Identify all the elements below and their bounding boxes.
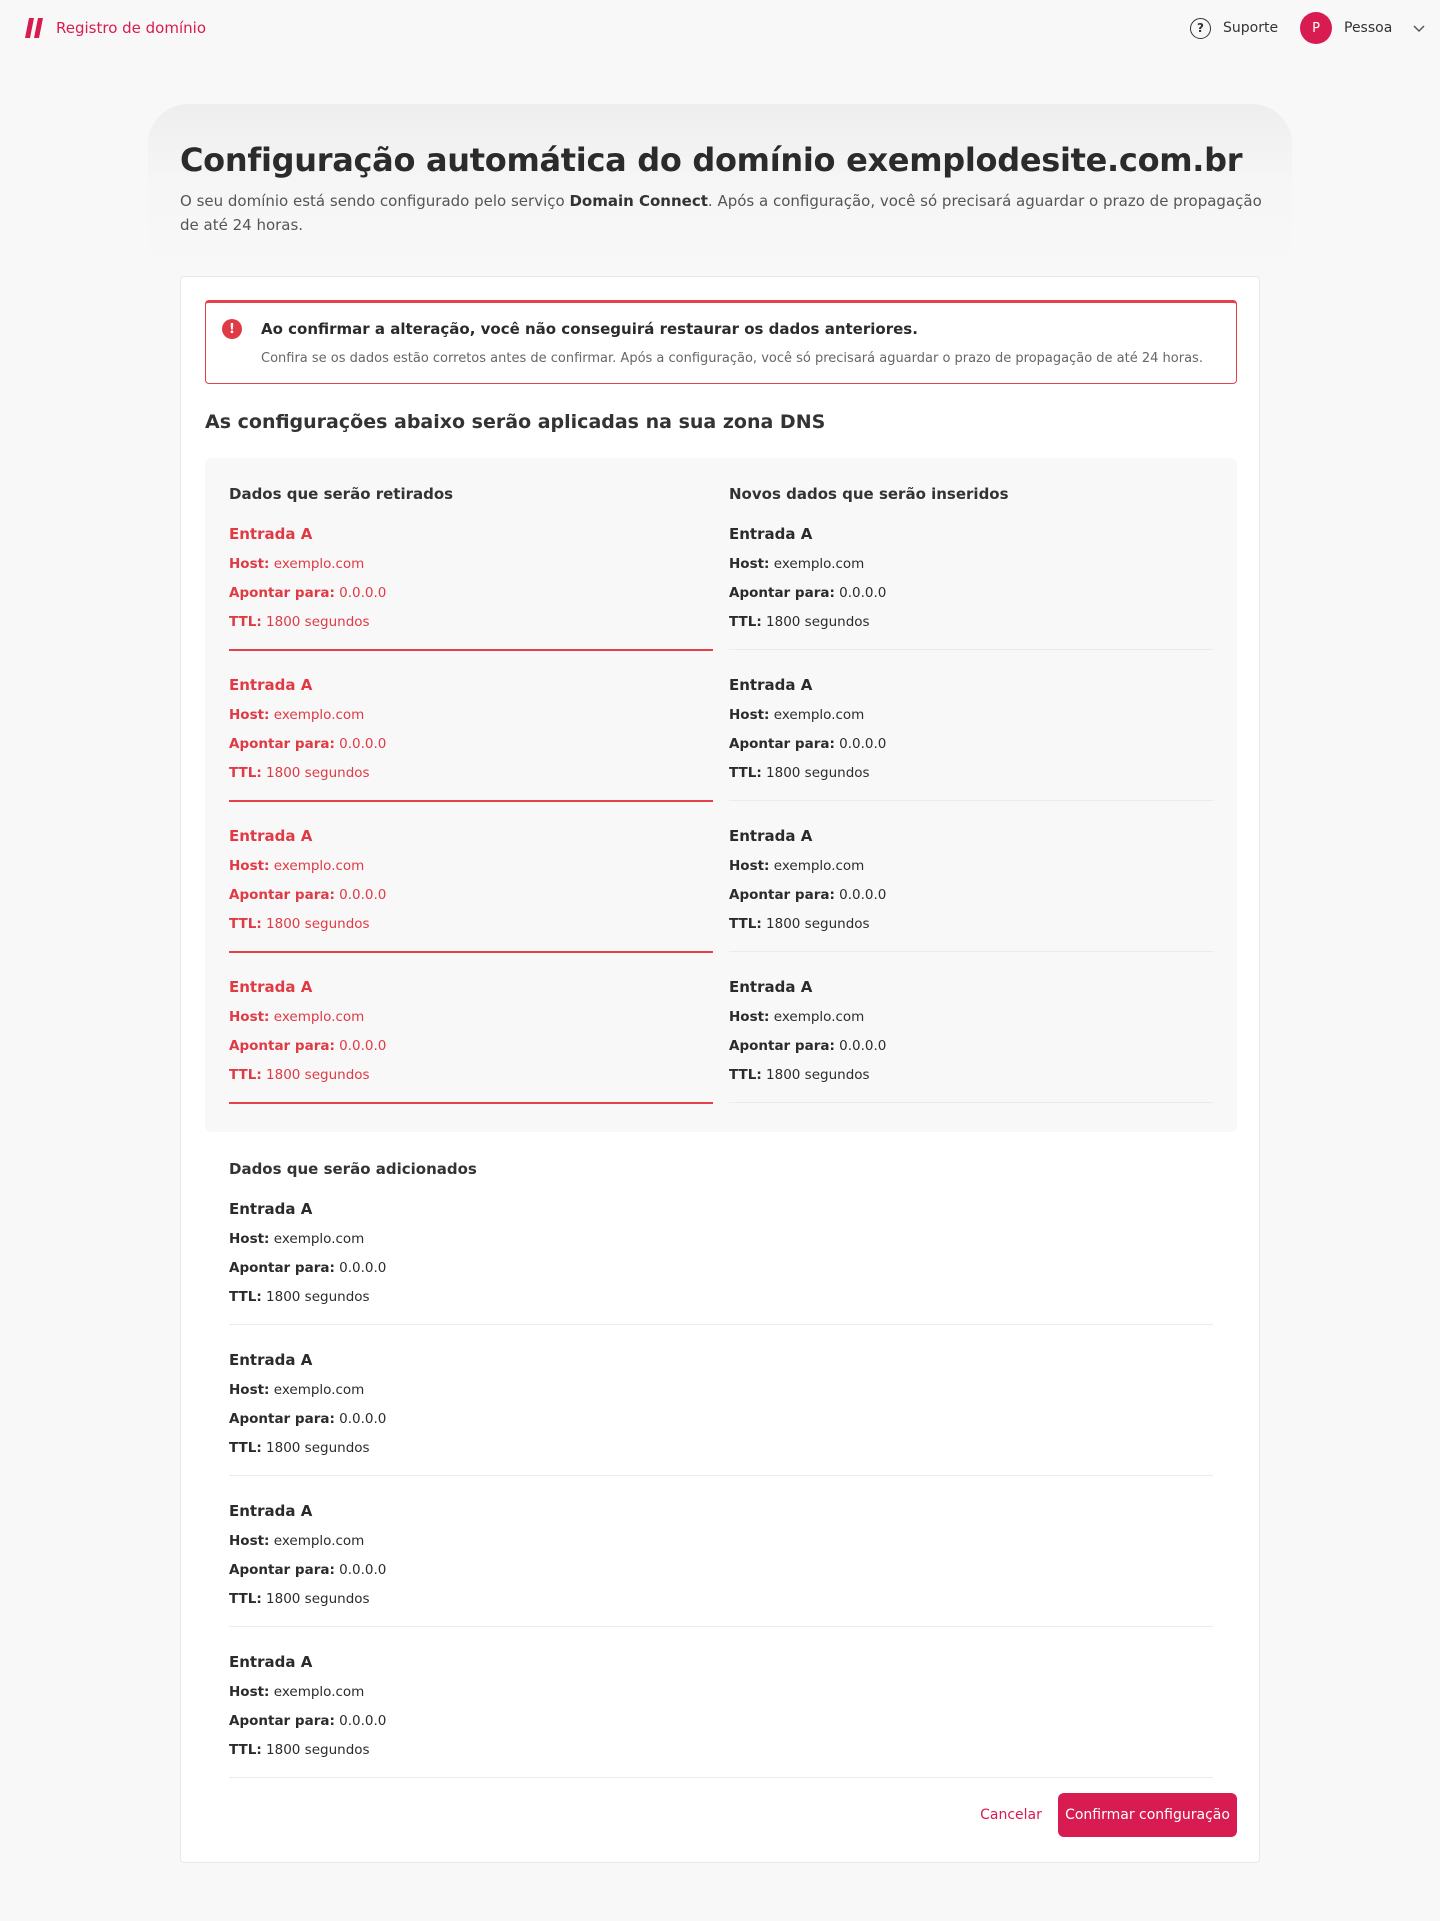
host-label: Host: xyxy=(229,858,270,874)
support-label: Suporte xyxy=(1223,20,1279,36)
entry-host xyxy=(229,858,364,874)
brand-link[interactable] xyxy=(24,16,206,40)
pointer-value: 0.0.0.0 xyxy=(839,887,887,903)
added-heading: Dados que serão adicionados xyxy=(229,1160,477,1178)
entry-ttl xyxy=(229,614,370,630)
entry-divider xyxy=(229,1626,1213,1627)
pointer-label: Apontar para: xyxy=(229,1411,335,1427)
host-label: Host: xyxy=(729,556,770,572)
ttl-value: 1800 segundos xyxy=(766,765,870,781)
dns-entry xyxy=(229,1200,1213,1351)
entry-host xyxy=(229,1231,364,1247)
dns-entry xyxy=(229,1351,1213,1502)
entry-pointer xyxy=(229,1038,386,1054)
entry-title: Entrada A xyxy=(729,978,813,996)
ttl-value: 1800 segundos xyxy=(266,916,370,932)
dns-entry xyxy=(729,676,1213,827)
user-menu[interactable] xyxy=(1300,12,1426,44)
pointer-label: Apontar para: xyxy=(229,1562,335,1578)
entry-host xyxy=(229,1533,364,1549)
host-label: Host: xyxy=(229,1009,270,1025)
inserted-entries xyxy=(729,525,1213,1129)
dns-entry xyxy=(229,1502,1213,1653)
entry-title: Entrada A xyxy=(229,1502,313,1520)
entry-title: Entrada A xyxy=(229,525,313,543)
entry-title: Entrada A xyxy=(229,978,313,996)
dns-entry xyxy=(729,827,1213,978)
pointer-value: 0.0.0.0 xyxy=(339,585,387,601)
alert-title: Ao confirmar a alteração, você não conseguirá restaurar os dados anteriores. xyxy=(261,320,918,338)
host-label: Host: xyxy=(229,707,270,723)
ttl-value: 1800 segundos xyxy=(266,1591,370,1607)
ttl-label: TTL: xyxy=(229,614,262,630)
pointer-label: Apontar para: xyxy=(229,585,335,601)
entry-ttl xyxy=(229,916,370,932)
pointer-value: 0.0.0.0 xyxy=(839,1038,887,1054)
entry-ttl xyxy=(229,1591,370,1607)
warning-alert xyxy=(205,300,1237,384)
pointer-label: Apontar para: xyxy=(229,1038,335,1054)
pointer-value: 0.0.0.0 xyxy=(339,736,387,752)
dns-comparison-panel xyxy=(205,458,1237,1132)
host-label: Host: xyxy=(729,707,770,723)
host-label: Host: xyxy=(229,1231,270,1247)
host-label: Host: xyxy=(729,858,770,874)
host-label: Host: xyxy=(229,1684,270,1700)
entry-host xyxy=(229,556,364,572)
entry-title: Entrada A xyxy=(229,1653,313,1671)
host-value: exemplo.com xyxy=(273,1533,365,1549)
entry-title: Entrada A xyxy=(229,1200,313,1218)
entry-divider xyxy=(229,1777,1213,1778)
host-value: exemplo.com xyxy=(273,556,365,572)
host-label: Host: xyxy=(229,1382,270,1398)
brand-logo-icon xyxy=(24,18,47,38)
question-circle-icon: ? xyxy=(1190,18,1211,39)
ttl-value: 1800 segundos xyxy=(266,1742,370,1758)
ttl-value: 1800 segundos xyxy=(266,765,370,781)
entry-pointer xyxy=(729,887,886,903)
entry-divider xyxy=(229,649,713,651)
entry-title: Entrada A xyxy=(729,525,813,543)
entry-divider xyxy=(229,951,713,953)
entry-ttl xyxy=(729,1067,870,1083)
host-value: exemplo.com xyxy=(273,1382,365,1398)
entry-pointer xyxy=(229,1411,386,1427)
entry-pointer xyxy=(229,887,386,903)
description-suffix: . Após a configuração, você só precisará aguardar o prazo de propagação de até 24 horas. xyxy=(180,192,1262,234)
host-value: exemplo.com xyxy=(273,858,365,874)
host-label: Host: xyxy=(729,1009,770,1025)
host-value: exemplo.com xyxy=(773,1009,865,1025)
pointer-value: 0.0.0.0 xyxy=(339,1411,387,1427)
entry-divider xyxy=(729,800,1213,801)
host-value: exemplo.com xyxy=(273,1231,365,1247)
pointer-label: Apontar para: xyxy=(729,1038,835,1054)
ttl-label: TTL: xyxy=(229,1742,262,1758)
section-title: As configurações abaixo serão aplicadas na sua zona DNS xyxy=(205,411,826,433)
host-value: exemplo.com xyxy=(273,707,365,723)
dns-entry xyxy=(229,1653,1213,1804)
pointer-label: Apontar para: xyxy=(729,736,835,752)
pointer-value: 0.0.0.0 xyxy=(339,1562,387,1578)
brand-name: Registro de domínio xyxy=(56,19,206,37)
ttl-value: 1800 segundos xyxy=(266,1289,370,1305)
ttl-label: TTL: xyxy=(729,614,762,630)
entry-pointer xyxy=(229,585,386,601)
entry-divider xyxy=(229,1324,1213,1325)
ttl-value: 1800 segundos xyxy=(766,614,870,630)
entry-title: Entrada A xyxy=(229,827,313,845)
ttl-value: 1800 segundos xyxy=(766,1067,870,1083)
entry-host xyxy=(229,1382,364,1398)
entry-pointer xyxy=(729,1038,886,1054)
confirm-configuration-button[interactable]: Confirmar configuração xyxy=(1058,1793,1237,1837)
ttl-label: TTL: xyxy=(229,1591,262,1607)
ttl-value: 1800 segundos xyxy=(266,1440,370,1456)
entry-title: Entrada A xyxy=(229,1351,313,1369)
entry-pointer xyxy=(229,1713,386,1729)
entry-ttl xyxy=(229,1289,370,1305)
entry-host xyxy=(729,858,864,874)
user-name: Pessoa xyxy=(1344,20,1393,36)
pointer-label: Apontar para: xyxy=(729,585,835,601)
page-title: Configuração automática do domínio exemplodesite.com.br xyxy=(180,141,1243,179)
ttl-label: TTL: xyxy=(729,1067,762,1083)
pointer-label: Apontar para: xyxy=(729,887,835,903)
removed-heading: Dados que serão retirados xyxy=(229,485,454,503)
avatar: P xyxy=(1300,12,1332,44)
alert-text: Confira se os dados estão corretos antes de confirmar. Após a configuração, você só precisará aguardar o prazo de propagação de até 24 horas. xyxy=(261,351,1203,366)
ttl-label: TTL: xyxy=(229,765,262,781)
ttl-label: TTL: xyxy=(729,765,762,781)
dns-entry xyxy=(229,827,713,978)
dns-entry xyxy=(729,525,1213,676)
pointer-label: Apontar para: xyxy=(229,1713,335,1729)
dns-entry xyxy=(229,525,713,676)
page-description xyxy=(180,189,1270,237)
entry-title: Entrada A xyxy=(229,676,313,694)
host-value: exemplo.com xyxy=(773,858,865,874)
ttl-label: TTL: xyxy=(229,1067,262,1083)
host-label: Host: xyxy=(229,556,270,572)
pointer-value: 0.0.0.0 xyxy=(339,1260,387,1276)
entry-ttl xyxy=(729,614,870,630)
entry-ttl xyxy=(229,1440,370,1456)
entry-ttl xyxy=(229,765,370,781)
entry-pointer xyxy=(229,736,386,752)
pointer-value: 0.0.0.0 xyxy=(839,585,887,601)
entry-host xyxy=(729,1009,864,1025)
entry-host xyxy=(729,707,864,723)
entry-divider xyxy=(729,649,1213,650)
ttl-value: 1800 segundos xyxy=(266,1067,370,1083)
pointer-value: 0.0.0.0 xyxy=(839,736,887,752)
entry-pointer xyxy=(729,736,886,752)
cancel-button[interactable]: Cancelar xyxy=(966,1793,1056,1837)
entry-divider xyxy=(729,1102,1213,1103)
pointer-label: Apontar para: xyxy=(229,736,335,752)
ttl-label: TTL: xyxy=(229,916,262,932)
entry-ttl xyxy=(729,765,870,781)
host-label: Host: xyxy=(229,1533,270,1549)
entry-title: Entrada A xyxy=(729,827,813,845)
host-value: exemplo.com xyxy=(773,707,865,723)
entry-host xyxy=(229,707,364,723)
pointer-value: 0.0.0.0 xyxy=(339,1038,387,1054)
entry-host xyxy=(729,556,864,572)
pointer-value: 0.0.0.0 xyxy=(339,887,387,903)
ttl-label: TTL: xyxy=(229,1440,262,1456)
entry-pointer xyxy=(229,1260,386,1276)
entry-host xyxy=(229,1684,364,1700)
entry-divider xyxy=(229,800,713,802)
removed-entries xyxy=(229,525,713,1129)
inserted-heading: Novos dados que serão inseridos xyxy=(729,485,1009,503)
host-value: exemplo.com xyxy=(773,556,865,572)
entry-title: Entrada A xyxy=(729,676,813,694)
dns-entry xyxy=(229,978,713,1129)
ttl-value: 1800 segundos xyxy=(266,614,370,630)
dns-entry xyxy=(229,676,713,827)
ttl-value: 1800 segundos xyxy=(766,916,870,932)
chevron-down-icon xyxy=(1412,21,1426,35)
exclamation-circle-icon: ! xyxy=(222,319,242,339)
description-service: Domain Connect xyxy=(569,192,708,210)
top-bar xyxy=(0,0,1440,56)
entry-ttl xyxy=(229,1742,370,1758)
host-value: exemplo.com xyxy=(273,1009,365,1025)
dns-entry xyxy=(729,978,1213,1129)
ttl-label: TTL: xyxy=(729,916,762,932)
support-link[interactable] xyxy=(1190,17,1278,39)
entry-divider xyxy=(229,1475,1213,1476)
configuration-card xyxy=(180,276,1260,1863)
entry-divider xyxy=(229,1102,713,1104)
entry-pointer xyxy=(729,585,886,601)
added-entries xyxy=(229,1200,1213,1804)
ttl-label: TTL: xyxy=(229,1289,262,1305)
entry-ttl xyxy=(729,916,870,932)
host-value: exemplo.com xyxy=(273,1684,365,1700)
pointer-value: 0.0.0.0 xyxy=(339,1713,387,1729)
description-prefix: O seu domínio está sendo configurado pelo serviço xyxy=(180,192,570,210)
form-actions xyxy=(181,1793,1261,1837)
entry-host xyxy=(229,1009,364,1025)
pointer-label: Apontar para: xyxy=(229,1260,335,1276)
entry-ttl xyxy=(229,1067,370,1083)
entry-pointer xyxy=(229,1562,386,1578)
entry-divider xyxy=(729,951,1213,952)
pointer-label: Apontar para: xyxy=(229,887,335,903)
